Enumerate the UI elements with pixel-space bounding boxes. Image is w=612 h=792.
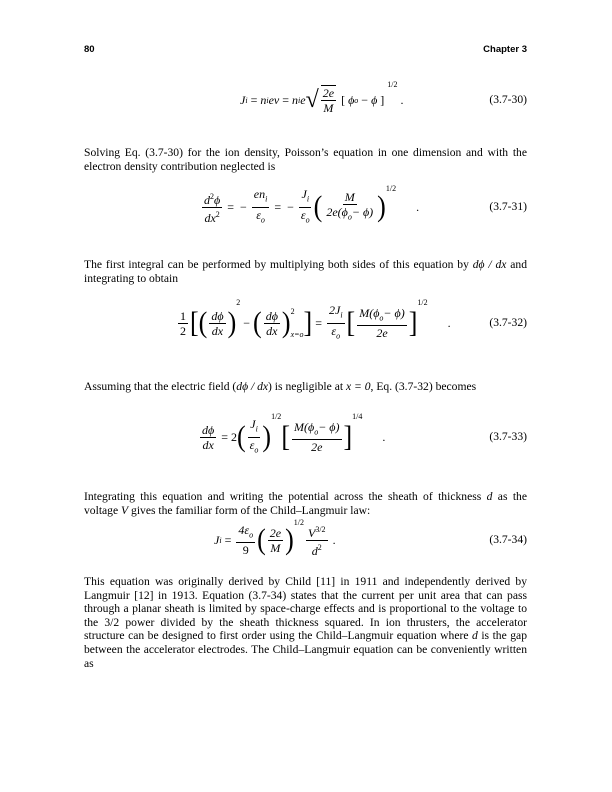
math-text: J	[214, 532, 220, 547]
math-text: 4ε	[238, 522, 250, 537]
math-text: −	[361, 92, 369, 107]
math-group: √	[305, 86, 319, 113]
math-text: [	[341, 92, 346, 107]
math-text: )	[262, 419, 272, 454]
math-text: e	[300, 92, 306, 107]
math-text: ϕ	[214, 192, 221, 207]
math-text: The first integral can be performed by multiplying both sides of this equation by	[84, 258, 473, 271]
math-group	[252, 187, 270, 227]
equation-3-7-32	[84, 300, 527, 346]
math-text: i	[306, 194, 310, 204]
math-text: 2e(ϕ	[326, 204, 348, 219]
math-text: .	[447, 315, 451, 330]
math-text: Integrating this equation and writing the potential across the sheath of thickness	[84, 490, 487, 503]
math-text: ε	[300, 207, 306, 222]
math-text: i	[340, 310, 343, 320]
math-text: (3.7-34)	[489, 533, 527, 546]
math-text: Assuming that the electric field (	[84, 380, 237, 393]
math-text: [	[190, 305, 199, 340]
math-group	[291, 307, 304, 339]
math-text: dϕ	[211, 308, 224, 323]
math-text: J	[250, 417, 256, 432]
math-text: (3.7-33)	[489, 430, 527, 443]
math-text: )	[377, 189, 386, 224]
math-group	[200, 423, 216, 452]
math-text: o	[305, 214, 310, 224]
math-text: ϕ	[371, 92, 378, 107]
paragraph	[84, 380, 527, 394]
math-group	[299, 187, 312, 227]
math-text: 1	[180, 308, 186, 323]
math-group	[357, 306, 407, 340]
math-text: d	[472, 629, 478, 643]
math-group	[327, 303, 345, 323]
math-text: o	[379, 313, 384, 323]
math-group	[202, 208, 221, 225]
math-text: ε	[256, 207, 261, 222]
math-group	[248, 438, 261, 457]
math-text: dx	[211, 323, 224, 338]
equation-3-7-33	[84, 414, 527, 460]
math-text: dϕ / dx	[236, 380, 269, 393]
paragraph	[84, 258, 527, 285]
math-text: i	[298, 95, 301, 105]
math-group	[209, 309, 225, 338]
math-text: (3.7-31)	[489, 200, 527, 213]
math-text: (3.7-32)	[489, 316, 527, 329]
math-group	[198, 414, 388, 460]
math-text: i	[266, 95, 269, 105]
math-text: This equation was originally derived by Child [11] in 1911 and independently derived by Langmuir [12] in 1913. Equation (3.7-34) states that the current per unit area that can pass through a planar sheath is limited by space-charge effects and is proportional to the voltage to the 3/2 power divided by the sheath thickness squared. In ion thrusters, the accelerator structure can be designed to first order using the Child–Langmuir equation where	[84, 575, 527, 643]
math-text: 2e	[376, 326, 388, 341]
math-text: i	[219, 535, 222, 545]
math-text: =	[250, 92, 258, 107]
math-text: −	[240, 199, 247, 214]
math-group	[324, 205, 375, 224]
math-text: 3/2	[315, 524, 326, 534]
math-text: dx	[266, 323, 278, 338]
math-text: and integrating to obtain	[84, 258, 527, 285]
math-text: o	[254, 444, 259, 454]
math-text: dϕ / dx	[472, 258, 507, 271]
math-group	[299, 208, 312, 227]
math-group	[236, 523, 255, 557]
math-text: 2e	[311, 440, 323, 455]
math-text: gives the familiar form of the Child–Langmuir law:	[128, 503, 371, 517]
equation-3-7-30	[84, 82, 527, 118]
math-text: as the voltage	[84, 490, 528, 517]
math-text: 2J	[328, 303, 341, 318]
math-text: − ϕ)	[318, 419, 340, 434]
math-group	[248, 417, 261, 457]
math-text: is the gap between the accelerator electrodes. The Child–Langmuir equation can be conveniently written as	[84, 629, 527, 670]
math-text: (	[313, 189, 323, 224]
math-text: dϕ	[265, 308, 278, 323]
math-text: −	[287, 199, 294, 214]
math-text: M(ϕ	[359, 305, 380, 320]
math-group	[264, 309, 280, 338]
math-text: =	[282, 92, 290, 107]
math-text: [	[346, 305, 356, 340]
math-text: M	[323, 101, 334, 115]
equation-3-7-31	[84, 186, 527, 228]
chapter-title: Chapter 3	[483, 44, 527, 55]
math-text: dϕ	[202, 422, 215, 437]
math-text: 2	[231, 429, 237, 444]
math-text: ]	[303, 305, 313, 340]
math-text: 2	[236, 298, 241, 307]
math-group	[306, 523, 328, 558]
math-group	[236, 523, 255, 543]
math-text: 1/2	[385, 184, 397, 193]
math-text: 2	[317, 542, 322, 552]
math-text: M	[270, 540, 281, 555]
math-text: d	[486, 490, 493, 503]
math-text: J	[301, 187, 307, 202]
math-text: =	[315, 315, 322, 330]
math-group	[268, 526, 283, 555]
math-text: d	[311, 543, 318, 558]
math-group	[248, 417, 260, 437]
math-text: )	[285, 522, 294, 557]
math-text: (3.7-30)	[489, 93, 527, 106]
math-text: 1/2	[387, 80, 398, 89]
math-text: 2e	[322, 86, 335, 100]
math-text: 2e	[269, 525, 282, 540]
paragraph: Solving Eq. (3.7-30) for the ion density, Poisson’s equation in one dimension and with the electron density contribution neglected is	[84, 146, 527, 173]
math-text: n	[260, 92, 267, 107]
math-text: 2	[290, 307, 295, 316]
math-text: o	[314, 427, 319, 437]
math-text: .	[382, 429, 386, 444]
math-text: o	[249, 530, 254, 540]
math-text: )	[281, 305, 291, 340]
math-text: − ϕ)	[351, 204, 374, 219]
math-group	[329, 324, 342, 343]
math-text: − ϕ)	[383, 305, 405, 320]
math-text: V	[121, 503, 129, 517]
math-text: n	[292, 92, 299, 107]
math-text: (	[198, 305, 208, 340]
math-text: o	[347, 212, 352, 222]
math-text: )	[227, 305, 237, 340]
math-group	[252, 187, 270, 207]
math-text: 2	[180, 323, 186, 338]
math-text: =	[274, 199, 282, 214]
math-text: 1/2	[271, 412, 282, 421]
math-text: M(ϕ	[293, 419, 315, 434]
page-number: 80	[84, 44, 95, 55]
math-text: x=o	[290, 330, 304, 339]
math-group	[214, 520, 339, 560]
math-text: (	[257, 522, 266, 557]
math-text: en	[253, 187, 266, 202]
math-group	[324, 190, 375, 224]
math-group	[321, 85, 336, 115]
math-text: 2	[215, 209, 220, 219]
math-group	[310, 541, 324, 558]
math-group	[292, 420, 342, 454]
math-group	[327, 303, 345, 343]
math-text: x = 0	[345, 380, 371, 393]
math-text: 1/4	[352, 412, 363, 421]
paragraph	[84, 575, 527, 670]
math-text: .	[400, 92, 404, 107]
math-group	[202, 190, 222, 225]
math-text: [	[281, 419, 290, 454]
math-text: (	[253, 305, 262, 340]
math-group	[357, 306, 407, 326]
math-text: =	[221, 429, 228, 444]
math-text: ]	[408, 305, 418, 340]
math-text: o	[260, 214, 265, 224]
math-text: 1/2	[417, 298, 428, 307]
math-text: dx	[204, 210, 216, 225]
math-text: =	[224, 532, 232, 547]
math-text: 9	[242, 543, 249, 558]
math-text: ε	[331, 323, 337, 338]
math-text: .	[416, 199, 420, 214]
math-group	[254, 208, 267, 227]
math-text: ]	[380, 92, 385, 107]
math-text: , Eq. (3.7-32) becomes	[370, 380, 477, 393]
math-group	[178, 309, 188, 338]
math-text: o	[336, 330, 341, 340]
math-text: 1/2	[293, 518, 304, 527]
math-text: V	[307, 525, 316, 540]
math-text: (	[237, 419, 246, 454]
math-text: 2	[210, 191, 214, 201]
math-text: −	[243, 315, 251, 330]
equation-3-7-34	[84, 520, 527, 560]
math-text: =	[227, 199, 234, 214]
math-text: .	[332, 532, 336, 547]
math-group	[176, 300, 454, 346]
math-text: ) is negligible at	[268, 380, 346, 393]
math-group	[240, 82, 407, 118]
math-text: o	[354, 95, 359, 105]
math-text: i	[245, 95, 248, 105]
math-group	[200, 186, 422, 228]
math-group	[306, 85, 339, 115]
math-text: dx	[202, 437, 214, 452]
math-text: J	[240, 92, 246, 107]
math-group	[299, 187, 311, 207]
math-group	[292, 420, 342, 440]
math-text: i	[255, 424, 258, 434]
math-text: i	[265, 194, 268, 204]
math-text: d	[204, 192, 210, 207]
math-text: ev	[268, 92, 280, 107]
math-group	[306, 523, 328, 541]
paragraph	[84, 490, 527, 517]
math-text: ϕ	[348, 92, 355, 107]
math-text: ε	[249, 437, 255, 452]
math-group	[202, 190, 222, 208]
math-text: ]	[343, 419, 353, 454]
math-text: M	[344, 189, 355, 204]
